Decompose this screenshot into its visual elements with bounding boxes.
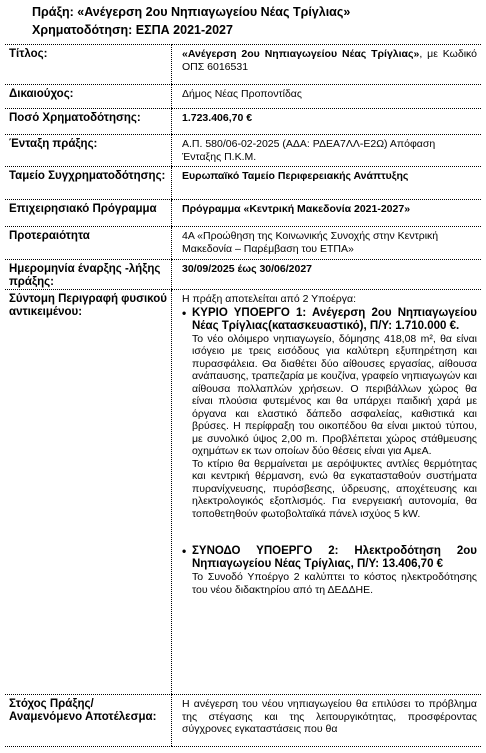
document-heading-project: Πράξη: «Ανέγερση 2ου Νηπιαγωγείου Νέας Τρίγλιας» — [32, 5, 351, 19]
row-value — [172, 45, 482, 85]
row-label: Στόχος Πράξης/ Αναμενόμενο Αποτέλεσμα: — [5, 695, 172, 747]
row-label: Ένταξη πράξης: — [5, 135, 172, 167]
table-row — [5, 260, 481, 290]
table-row — [5, 167, 481, 200]
row-value: 4Α «Προώθηση της Κοινωνικής Συνοχής στην Κεντρική Μακεδονία – Παρέμβαση του ΕΤΠΑ» — [172, 227, 482, 260]
project-info-table — [5, 44, 481, 747]
table-row — [5, 135, 481, 167]
description-paragraph: Το κτίριο θα θερμαίνεται με αερόψυκτες αντλίες θερμότητας και κεντρική θέρμανση, ενώ θα εγκατασταθούν συστήματα πυρανίχνευσης, πυρόσβεσης, ύδρευσης, αποχέτευσης και ηλεκτρολογικός εξοπλισμός. Για ενεργειακή αυτονομία, θα τοποθετηθούν φωτοβολταϊκά πάνελ ισχύος 5 kW. — [192, 457, 477, 520]
description-intro: Η πράξη αποτελείται από 2 Υποέργα: — [182, 293, 356, 305]
subproject-2 — [182, 545, 477, 571]
row-label: Ταμείο Συγχρηματοδότησης: — [5, 167, 172, 200]
table-row — [5, 695, 481, 747]
bullet-icon: • — [182, 305, 187, 320]
row-label: Τίτλος: — [5, 45, 172, 85]
row-label: Ποσό Χρηματοδότησης: — [5, 109, 172, 135]
subproject-1 — [182, 307, 477, 333]
row-value: Α.Π. 580/06-02-2025 (ΑΔΑ: ΡΔΕΑ7ΛΛ-Ε2Ω) Απόφαση Ένταξης Π.Κ.Μ. — [172, 135, 482, 167]
row-label: Σύντομη Περιγραφή φυσικού αντικειμένου: — [5, 290, 172, 695]
document-heading-funding: Χρηματοδότηση: ΕΣΠΑ 2021-2027 — [32, 23, 233, 37]
table-row — [5, 85, 481, 109]
table-row — [5, 109, 481, 135]
row-value — [172, 290, 482, 695]
row-label: Επιχειρησιακό Πρόγραμμα — [5, 200, 172, 227]
project-title-bold: «Ανέγερση 2ου Νηπιαγωγείου Νέας Τρίγλιας» — [182, 48, 420, 60]
subproject-2-title: ΣΥΝΟΔΟ ΥΠΟΕΡΓΟ 2: Ηλεκτροδότηση 2ου Νηπιαγωγείου Νέας Τρίγλιας, Π/Υ: 13.406,70 € — [192, 545, 477, 570]
row-value: 1.723.406,70 € — [172, 109, 482, 135]
row-value: Ευρωπαϊκό Ταμείο Περιφερειακής Ανάπτυξης — [172, 167, 482, 200]
subproject-1-title: ΚΥΡΙΟ ΥΠΟΕΡΓΟ 1: Ανέγερση 2ου Νηπιαγωγείου Νέας Τρίγλιας(κατασκευαστικό), Π/Υ: 1.710.000 €. — [192, 306, 477, 332]
description-paragraph: Το Συνοδό Υποέργο 2 καλύπτει το κόστος ηλεκτροδότησης του νέου διδακτηρίου από τη ΔΕΔΔΗΕ. — [192, 571, 477, 596]
row-label: Δικαιούχος: — [5, 85, 172, 109]
row-value: 30/09/2025 έως 30/06/2027 — [172, 260, 482, 290]
row-value: Δήμος Νέας Προποντίδας — [172, 85, 482, 109]
project-title-rest: , με Κωδικό ΟΠΣ 6016531 — [182, 48, 478, 73]
row-value: Η ανέγερση του νέου νηπιαγωγείου θα επιλύσει το πρόβλημα της στέγασης και της λειτουργικότητας, προσφέροντας σύγχρονες εγκαταστάσεις που θα — [172, 695, 482, 747]
table-row — [5, 227, 481, 260]
row-value: Πρόγραμμα «Κεντρική Μακεδονία 2021-2027» — [172, 200, 482, 227]
table-row — [5, 45, 481, 85]
description-paragraph: Το νέο ολόιμερο νηπιαγωγείο, δόμησης 418,08 m², θα είναι ισόγειο με τρεις εισόδους για καλύτερη εξυπηρέτηση και πυρασφάλεια. Θα διαθέτει δύο αίθουσες εργασίας, αίθουσα ανάπαυσης, τραπεζαρία με κουζίνα, γραφείο νηπιαγωγών και αίθουσα πολλαπλών χρήσεων. Ο περιβάλλων χώρος θα είναι πλούσια φυτεμένος και θα υπάρχει παιδική χαρά με όργανα και ελαστικό δάπεδο ασφαλείας, καθιστικά και βρύσες. Η περίφραξη του οικοπέδου θα είναι μικτού τύπου, με συνολικό ύψος 2,00 m. Προβλέπεται χώρος στάθμευσης οχημάτων εκ των οποίων δύο θέσεις είναι για ΑμεΑ. — [192, 332, 477, 457]
bullet-icon: • — [182, 544, 187, 558]
row-label: Ημερομηνία έναρξης -λήξης πράξης: — [5, 260, 172, 290]
row-label: Προτεραιότητα — [5, 227, 172, 260]
table-row — [5, 200, 481, 227]
table-row — [5, 290, 481, 695]
